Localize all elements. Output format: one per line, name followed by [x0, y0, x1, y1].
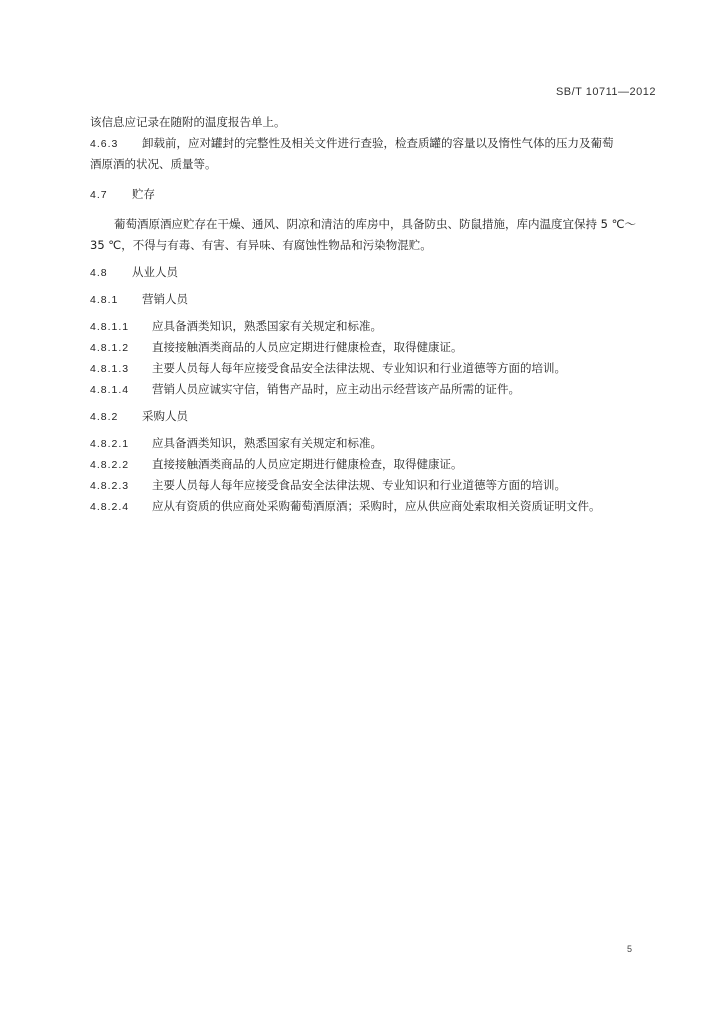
section-title: 从业人员	[132, 265, 178, 279]
clause-4-6-3-line2: 酒原酒的状况、质量等。	[90, 157, 217, 171]
item-text: 应具备酒类知识，熟悉国家有关规定和标准。	[152, 436, 382, 450]
section-number: 4.8	[90, 267, 108, 279]
list-item	[90, 433, 662, 454]
subsection-title: 营销人员	[142, 292, 188, 306]
subsection-number: 4.8.1	[90, 294, 119, 306]
item-number: 4.8.1.1	[90, 321, 130, 333]
subsection-title: 采购人员	[142, 409, 188, 423]
list-item	[90, 358, 662, 379]
item-number: 4.8.2.3	[90, 480, 130, 492]
list-item	[90, 337, 662, 358]
page-number: 5	[627, 944, 633, 954]
item-text: 主要人员每人每年应接受食品安全法律法规、专业知识和行业道德等方面的培训。	[152, 478, 566, 492]
subsection-heading-4-8-1	[90, 289, 662, 310]
section-heading-4-7	[90, 184, 662, 205]
item-number: 4.8.2.1	[90, 438, 130, 450]
item-text: 直接接触酒类商品的人员应定期进行健康检查，取得健康证。	[152, 340, 463, 354]
paragraph-4-7-line1: 葡萄酒原酒应贮存在干燥、通风、阴凉和清洁的库房中，具备防虫、防鼠措施，库内温度宜保持 5 ℃～	[114, 217, 637, 231]
item-number: 4.8.1.4	[90, 384, 130, 396]
list-item	[90, 496, 662, 517]
item-number: 4.8.2.4	[90, 501, 130, 513]
section-number: 4.7	[90, 189, 108, 201]
item-text: 主要人员每人每年应接受食品安全法律法规、专业知识和行业道德等方面的培训。	[152, 361, 566, 375]
subsection-number: 4.8.2	[90, 411, 119, 423]
item-text: 直接接触酒类商品的人员应定期进行健康检查，取得健康证。	[152, 457, 463, 471]
clause-text: 卸载前，应对罐封的完整性及相关文件进行查验，检查质罐的容量以及惰性气体的压力及葡萄	[142, 136, 614, 150]
subsection-heading-4-8-2	[90, 406, 662, 427]
item-number: 4.8.2.2	[90, 459, 130, 471]
clause-4-6-3-line1	[90, 133, 662, 154]
paragraph-4-7-line2: 35 ℃，不得与有毒、有害、有异味、有腐蚀性物品和污染物混贮。	[90, 238, 432, 252]
list-item	[90, 454, 662, 475]
item-number: 4.8.1.2	[90, 342, 130, 354]
list-item	[90, 475, 662, 496]
paragraph-4-6-tail: 该信息应记录在随附的温度报告单上。	[90, 115, 286, 129]
item-text: 应具备酒类知识，熟悉国家有关规定和标准。	[152, 319, 382, 333]
document-body	[90, 112, 662, 517]
clause-number: 4.6.3	[90, 138, 119, 150]
section-title: 贮存	[132, 187, 155, 201]
item-text: 营销人员应诚实守信，销售产品时，应主动出示经营该产品所需的证件。	[152, 382, 520, 396]
section-heading-4-8	[90, 262, 662, 283]
list-item	[90, 316, 662, 337]
document-code-header: SB/T 10711—2012	[555, 86, 656, 98]
item-text: 应从有资质的供应商处采购葡萄酒原酒；采购时，应从供应商处索取相关资质证明文件。	[152, 499, 601, 513]
item-number: 4.8.1.3	[90, 363, 130, 375]
list-item	[90, 379, 662, 400]
